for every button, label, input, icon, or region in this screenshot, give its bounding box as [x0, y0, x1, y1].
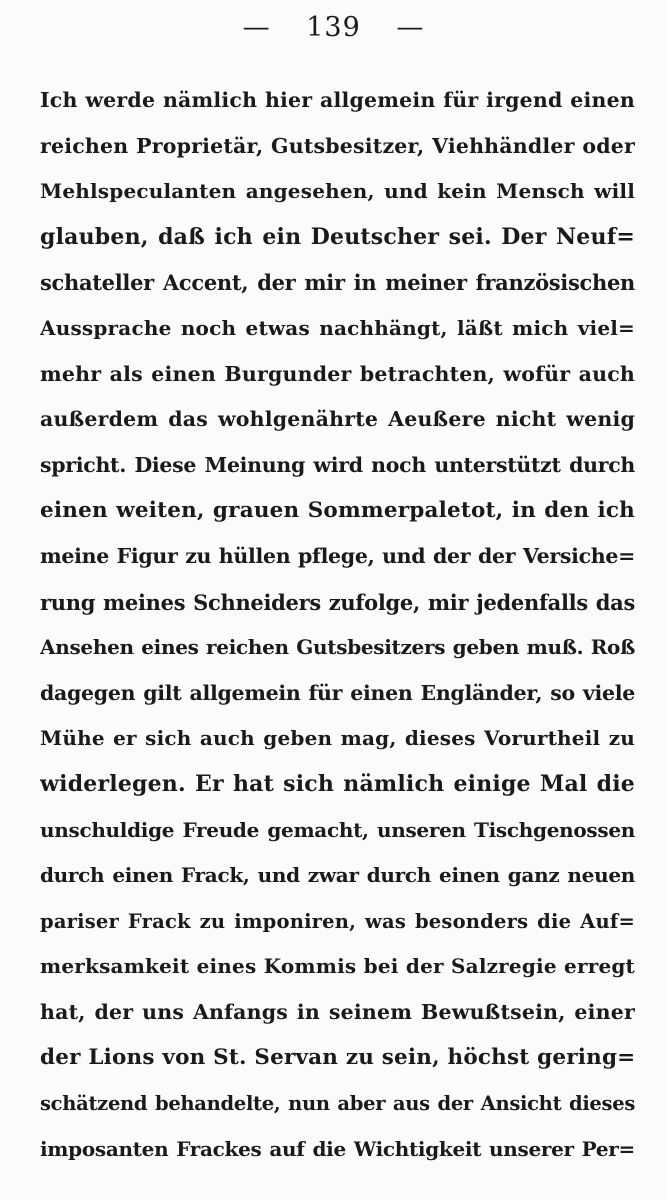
text-line: hat, der uns Anfangs in seinem Bewußtsein, einer	[40, 999, 635, 1024]
text-line: Ansehen eines reichen Gutsbesitzers geben muß. Roß	[40, 635, 635, 660]
text-line: Mehlspeculanten angesehen, und kein Mensch will	[40, 179, 635, 204]
text-line: spricht. Diese Meinung wird noch unterstützt durch	[40, 452, 635, 477]
text-line: pariser Frack zu imponiren, was besonders die Auf=	[40, 909, 635, 933]
text-line: meine Figur zu hüllen pflege, und der der Versiche=	[40, 543, 635, 568]
header-dash-right: —	[396, 12, 425, 43]
text-line: durch einen Frack, und zwar durch einen ganz neuen	[40, 863, 635, 888]
text-line: schätzend behandelte, nun aber aus der Ansicht dieses	[40, 1092, 635, 1116]
text-line: merksamkeit eines Kommis bei der Salzregie erregt	[40, 954, 635, 979]
text-line: Mühe er sich auch geben mag, dieses Vorurtheil zu	[40, 726, 635, 751]
text-line: Aussprache noch etwas nachhängt, läßt mich viel=	[40, 315, 635, 340]
text-line: außerdem das wohlgenährte Aeußere nicht wenig	[40, 407, 635, 432]
text-line: mehr als einen Burgunder betrachten, wofür auch	[40, 361, 635, 386]
text-line: glauben, daß ich ein Deutscher sei. Der Neuf=	[40, 223, 635, 250]
text-line: widerlegen. Er hat sich nämlich einige Mal die	[40, 770, 635, 797]
text-line: unschuldige Freude gemacht, unseren Tischgenossen	[40, 817, 635, 842]
page-header	[0, 12, 667, 43]
page-number: 139	[306, 12, 361, 43]
text-line: einen weiten, grauen Sommerpaletot, in den ich	[40, 498, 635, 524]
text-line: rung meines Schneiders zufolge, mir jedenfalls das	[40, 589, 635, 615]
text-line: dagegen gilt allgemein für einen Engländer, so viele	[40, 680, 635, 705]
text-line: Ich werde nämlich hier allgemein für irgend einen	[40, 88, 635, 112]
header-dash-left: —	[242, 12, 271, 43]
text-line: imposanten Frackes auf die Wichtigkeit unserer Per=	[40, 1136, 635, 1161]
body-text	[40, 78, 635, 1172]
text-line: reichen Proprietär, Gutsbesitzer, Viehhändler oder	[40, 133, 635, 158]
text-line: schateller Accent, der mir in meiner französischen	[40, 270, 635, 296]
text-line: der Lions von St. Servan zu sein, höchst gering=	[40, 1045, 635, 1071]
